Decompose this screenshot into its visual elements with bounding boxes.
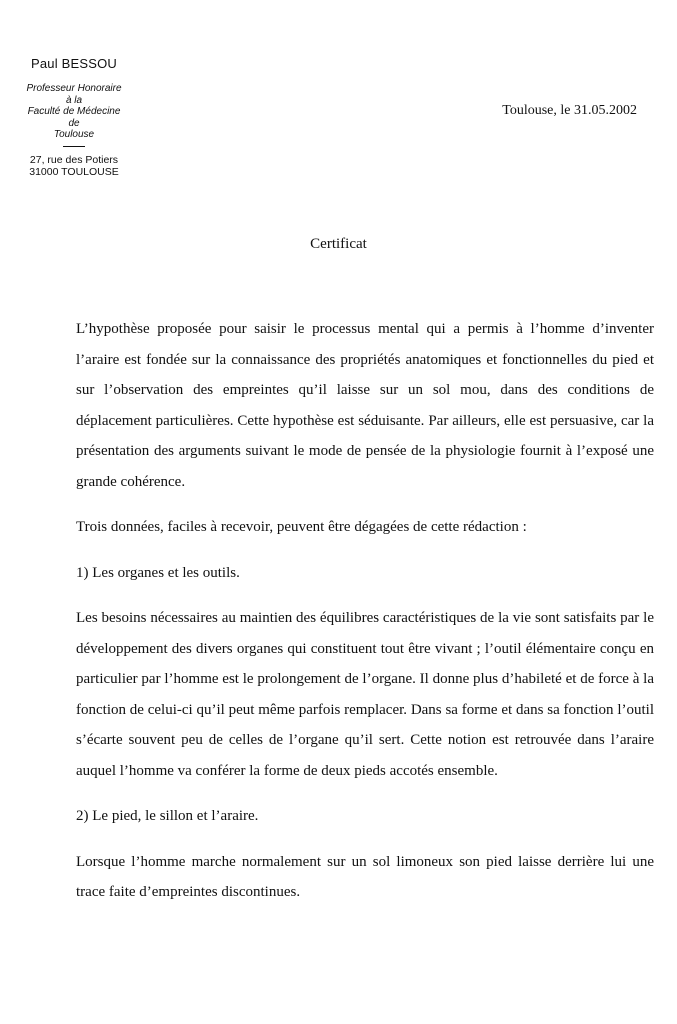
body-paragraph: L’hypothèse proposée pour saisir le processus mental qui a permis à l’homme d’inventer l’araire est fondée sur la connaissance des propriétés anatomiques et fonctionnelles du pied et sur l’observation des empreintes qu’il laisse sur un sol mou, dans des conditions de déplacement particulières. Cette hypothèse est séduisante. Par ailleurs, elle est persuasive, car la présentation des arguments suivant le mode de pensée de la physiologie fournit à l’exposé une grande cohérence. xyxy=(76,321,654,490)
body-paragraph: Lorsque l’homme marche normalement sur un sol limoneux son pied laisse derrière lui une trace faite d’empreintes discontinues. xyxy=(76,853,654,900)
sender-title-line: à la xyxy=(65,94,83,106)
sender-title-line: de xyxy=(68,117,80,129)
sender-title-line: Professeur Honoraire xyxy=(26,83,122,94)
document-title: Certificat xyxy=(310,236,367,252)
sender-title-line: Faculté de Médecine xyxy=(27,106,121,117)
body-paragraph: Les besoins nécessaires au maintien des équilibres caractéristiques de la vie sont satisfaits par le développement des divers organes qui constituent tout être vivant ; l’outil élémentaire conçu en particulier par l’homme est le prolongement de l’organe. Il donne plus d’habileté et de force à la fonction de celui-ci qu’il peut même parfois remplacer. Dans sa forme et dans sa fonction l’outil s’écarte souvent peu de celles de l’organe qu’il sert. Cette notion est retrouvée dans l’araire auquel l’homme va conférer la forme de deux pieds accotés ensemble. xyxy=(76,610,654,779)
sender-address-line: 31000 TOULOUSE xyxy=(29,165,119,178)
body-paragraph: Trois données, faciles à recevoir, peuvent être dégagées de cette rédaction : xyxy=(76,519,527,535)
sender-title xyxy=(18,83,130,141)
sender-name: Paul BESSOU xyxy=(30,56,117,71)
sender-title-line: Toulouse xyxy=(53,129,95,140)
sender-address-line: 27, rue des Potiers xyxy=(29,153,119,166)
section-heading: 2) Le pied, le sillon et l’araire. xyxy=(76,808,259,824)
sender-address xyxy=(18,154,130,178)
section-heading: 1) Les organes et les outils. xyxy=(76,564,240,581)
letter-date: Toulouse, le 31.05.2002 xyxy=(502,103,637,118)
sender-block xyxy=(18,56,130,178)
sender-divider xyxy=(63,146,85,147)
document-body xyxy=(76,314,654,923)
